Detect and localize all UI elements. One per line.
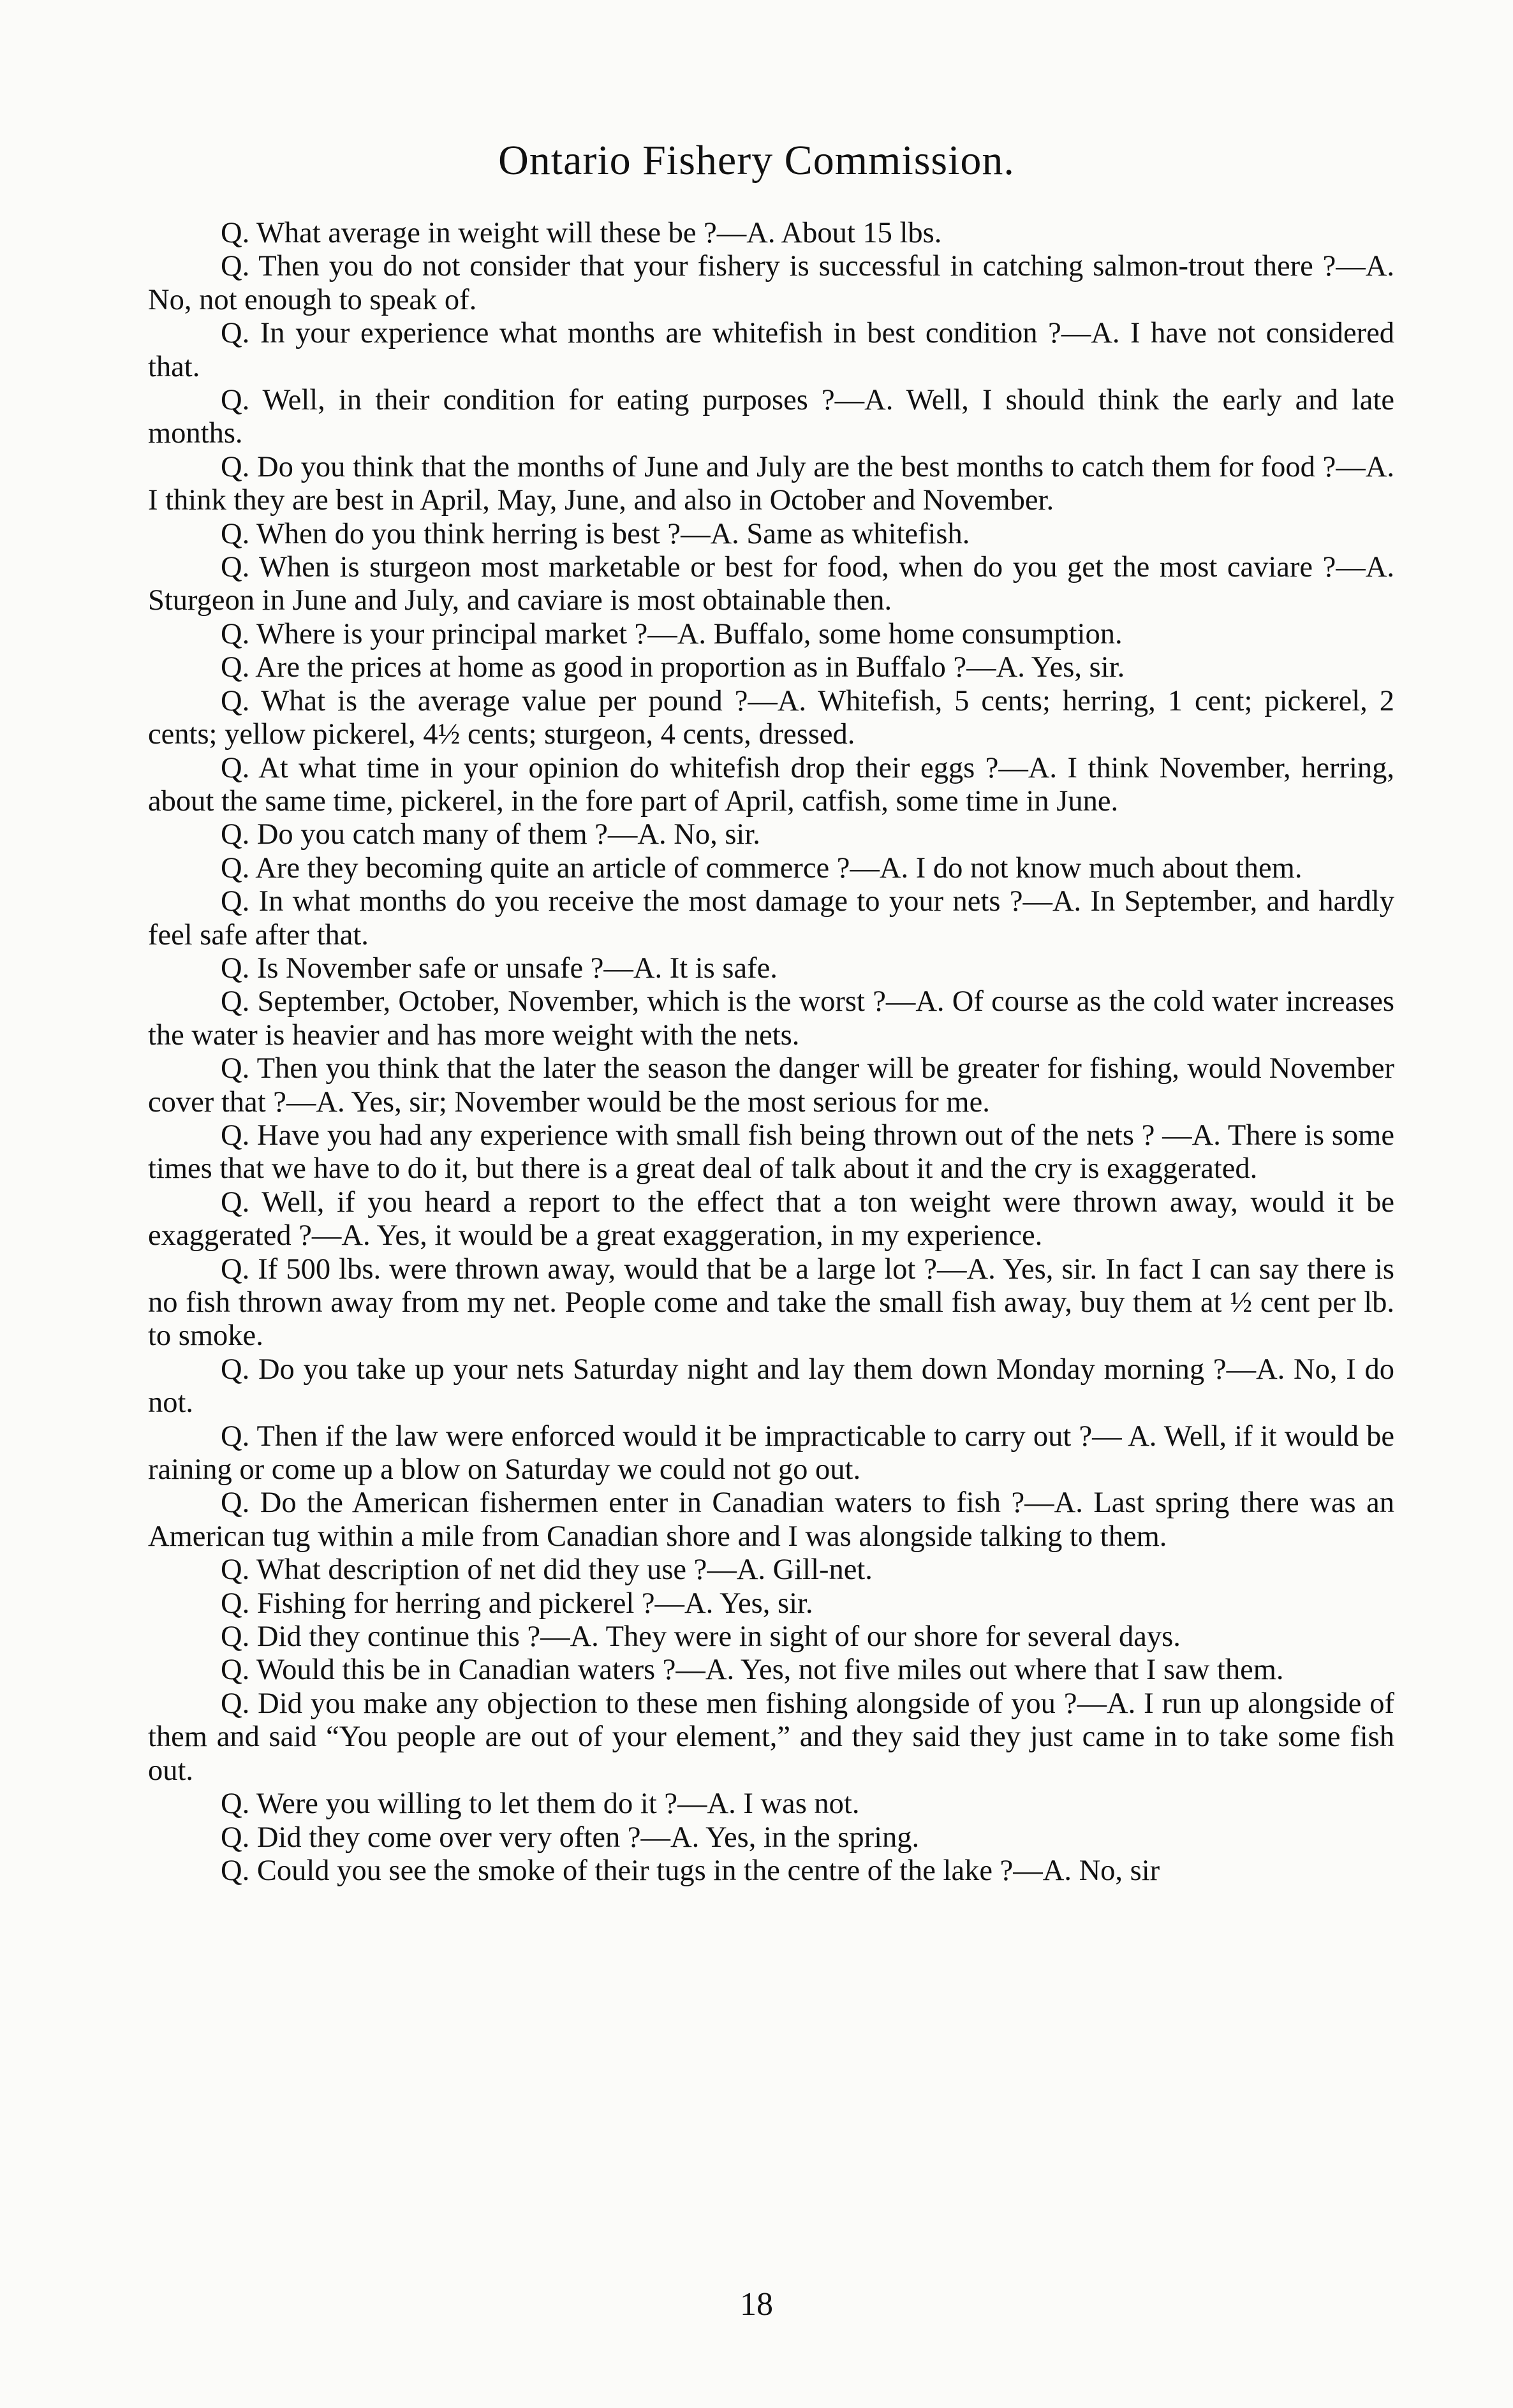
qa-paragraph: Q. What is the average value per pound ?—A. Whitefish, 5 cents; herring, 1 cent; pickerel, 2 cents; yellow pickerel, 4½ cents; sturgeon, 4 cents, dressed. <box>148 684 1394 751</box>
qa-paragraph: Q. When do you think herring is best ?—A. Same as whitefish. <box>221 517 970 550</box>
qa-paragraph: Q. What average in weight will these be ?—A. About 15 lbs. <box>221 217 942 249</box>
qa-paragraph: Q. Then you do not consider that your fishery is successful in catching salmon-trout there ?—A. No, not enough to speak of. <box>148 250 1394 316</box>
qa-paragraph: Q. Did they come over very often ?—A. Yes, in the spring. <box>221 1821 920 1854</box>
qa-paragraph: Q. Do you think that the months of June and July are the best months to catch them for food ?—A. I think they are best in April, May, June, and also in October and November. <box>148 450 1394 517</box>
page-number: 18 <box>740 2286 773 2323</box>
qa-paragraph: Q. In your experience what months are whitefish in best condition ?—A. I have not considered that. <box>148 317 1394 383</box>
qa-paragraph: Q. What description of net did they use ?—A. Gill-net. <box>221 1553 873 1587</box>
qa-paragraph: Q. September, October, November, which is the worst ?—A. Of course as the cold water increases the water is heavier and has more weight with the nets. <box>148 985 1394 1052</box>
document-body <box>148 217 1394 1888</box>
qa-paragraph: Q. Well, in their condition for eating purposes ?—A. Well, I should think the early and late months. <box>148 384 1394 450</box>
qa-paragraph: Q. Did you make any objection to these men fishing alongside of you ?—A. I run up alongside of them and said “You people are out of your element,” and they said they just came in to take some fish out. <box>148 1687 1394 1787</box>
qa-paragraph: Q. Were you willing to let them do it ?—A. I was not. <box>221 1788 860 1821</box>
qa-paragraph: Q. Are the prices at home as good in proportion as in Buffalo ?—A. Yes, sir. <box>221 651 1125 684</box>
page-title: Ontario Fishery Commission. <box>498 137 1015 184</box>
qa-paragraph: Q. Have you had any experience with small fish being thrown out of the nets ? —A. There is some times that we have to do it, but there is a great deal of talk about it and the cry is exaggerated. <box>148 1119 1394 1186</box>
qa-paragraph: Q. Did they continue this ?—A. They were in sight of our shore for several days. <box>221 1620 1181 1654</box>
qa-paragraph: Q. Is November safe or unsafe ?—A. It is safe. <box>221 951 778 985</box>
qa-paragraph: Q. Then if the law were enforced would it be impracticable to carry out ?— A. Well, if it would be raining or come up a blow on Saturday we could not go out. <box>148 1420 1394 1487</box>
qa-paragraph: Q. At what time in your opinion do whitefish drop their eggs ?—A. I think November, herring, about the same time, pickerel, in the fore part of April, catfish, some time in June. <box>148 751 1394 818</box>
qa-paragraph: Q. Then you think that the later the season the danger will be greater for fishing, would November cover that ?—A. Yes, sir; November would be the most serious for me. <box>148 1052 1394 1119</box>
qa-paragraph: Q. Do the American fishermen enter in Canadian waters to fish ?—A. Last spring there was an American tug within a mile from Canadian shore and I was alongside talking to them. <box>148 1487 1394 1553</box>
qa-paragraph: Q. In what months do you receive the most damage to your nets ?—A. In September, and hardly feel safe after that. <box>148 885 1394 951</box>
qa-paragraph: Q. Could you see the smoke of their tugs in the centre of the lake ?—A. No, sir <box>221 1854 1160 1887</box>
qa-paragraph: Q. When is sturgeon most marketable or best for food, when do you get the most caviare ?—A. Sturgeon in June and July, and caviare is most obtainable then. <box>148 551 1394 617</box>
qa-paragraph: Q. Well, if you heard a report to the effect that a ton weight were thrown away, would it be exaggerated ?—A. Yes, it would be a great exaggeration, in my experience. <box>148 1186 1394 1252</box>
qa-paragraph: Q. Do you take up your nets Saturday night and lay them down Monday morning ?—A. No, I do not. <box>148 1353 1394 1420</box>
qa-paragraph: Q. Are they becoming quite an article of commerce ?—A. I do not know much about them. <box>221 851 1303 885</box>
qa-paragraph: Q. Where is your principal market ?—A. Buffalo, some home consumption. <box>221 617 1123 650</box>
qa-paragraph: Q. If 500 lbs. were thrown away, would that be a large lot ?—A. Yes, sir. In fact I can say there is no fish thrown away from my net. People come and take the small fish away, buy them at ½ cent per lb. to smoke. <box>148 1252 1394 1353</box>
qa-paragraph: Q. Fishing for herring and pickerel ?—A. Yes, sir. <box>221 1587 813 1620</box>
qa-paragraph: Q. Do you catch many of them ?—A. No, sir. <box>221 818 760 851</box>
qa-paragraph: Q. Would this be in Canadian waters ?—A. Yes, not five miles out where that I saw them. <box>221 1654 1284 1687</box>
